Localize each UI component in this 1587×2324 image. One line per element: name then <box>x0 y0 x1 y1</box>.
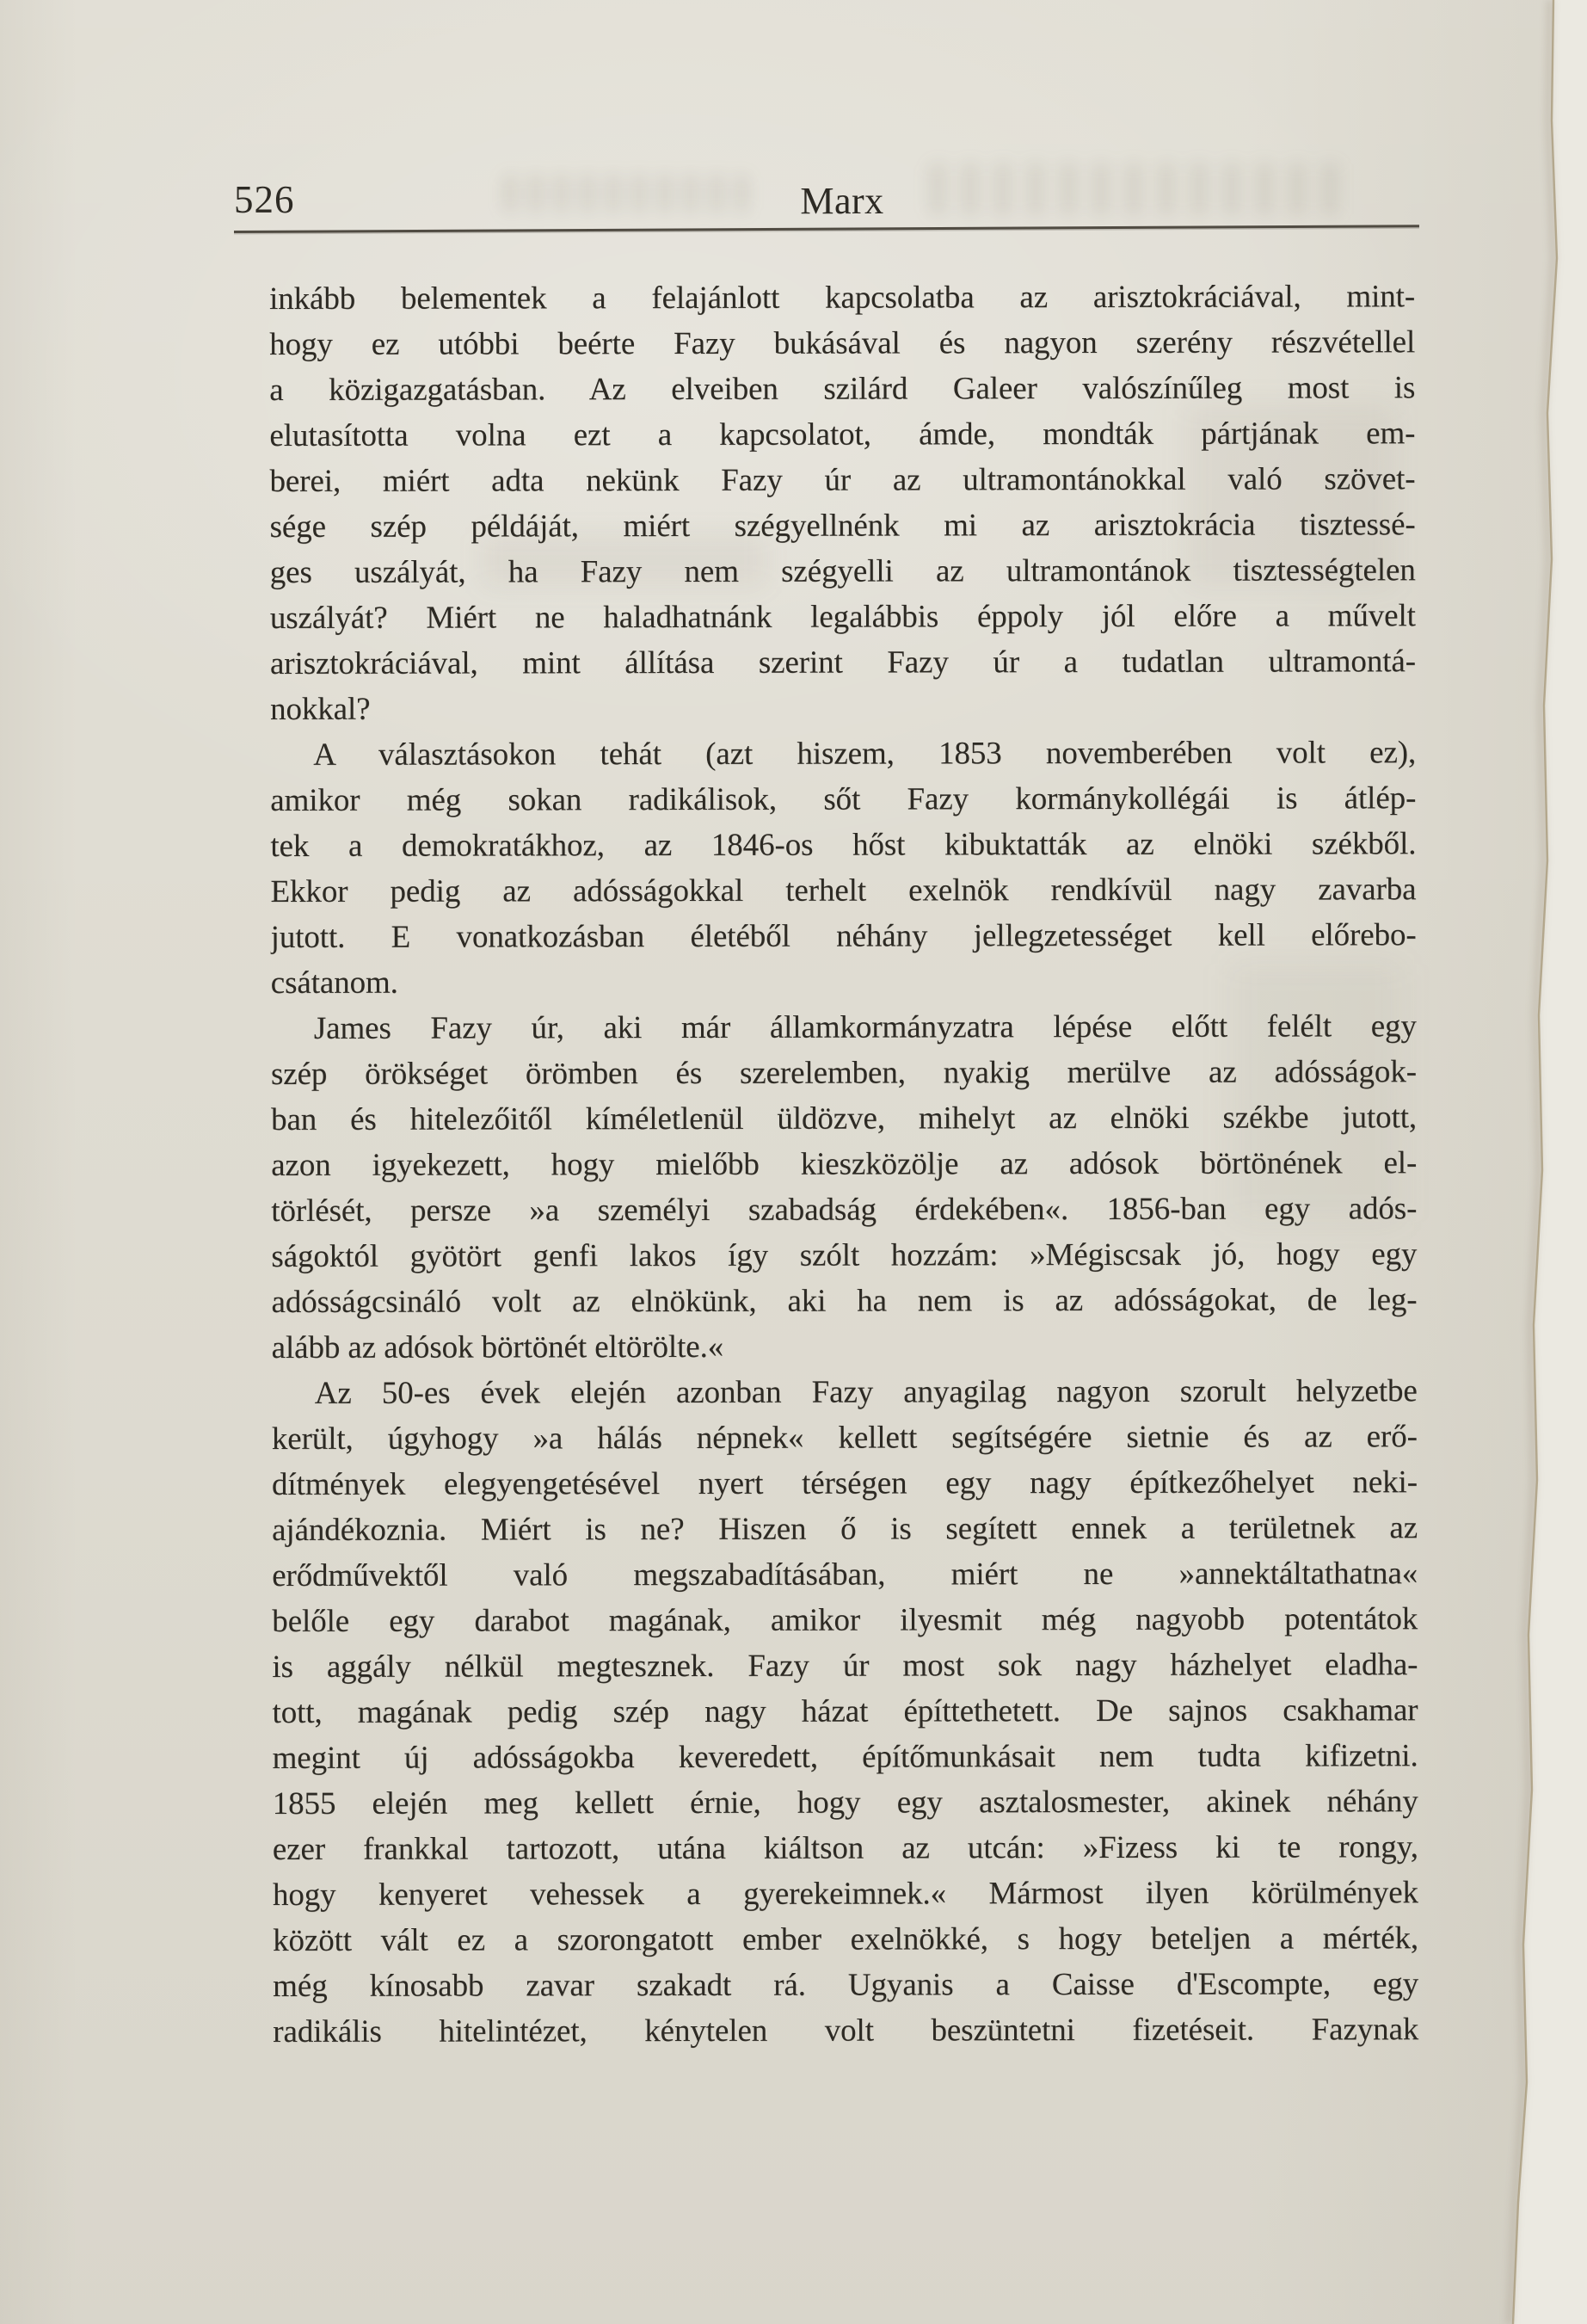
text-line: A választásokon tehát (azt hiszem, 1853 novemberében volt ez), <box>313 735 1417 773</box>
torn-page-edge <box>1484 0 1587 2324</box>
text-line: belőle egy darabot magának, amikor ilyesmit még nagyobb potentátok <box>272 1601 1418 1639</box>
text-line: került, úgyhogy »a hálás népnek« kellett segítségére sietnie és az erő- <box>271 1419 1418 1457</box>
text-line: ságoktól gyötört genfi lakos így szólt hozzám: »Mégiscsak jó, hogy egy <box>271 1236 1418 1274</box>
text-line: berei, miért adta nekünk Fazy úr az ultramontánokkal való szövet- <box>269 461 1416 499</box>
text-line: ges uszályát, ha Fazy nem szégyelli az ultramontánok tisztességtelen <box>269 552 1416 590</box>
text-line: radikális hitelintézet, kénytelen volt beszüntetni fizetéseit. Fazynak <box>273 2012 1419 2050</box>
header-rule <box>234 225 1419 232</box>
paragraph <box>270 730 1417 1006</box>
text-line: között vált ez a szorongatott ember exelnökké, s hogy beteljen a mérték, <box>273 1920 1419 1958</box>
text-line: sége szép példáját, miért szégyellnénk mi az arisztokrácia tisztessé- <box>269 507 1416 545</box>
text-line: tek a demokratákhoz, az 1846-os hőst kibuktatták az elnöki székből. <box>270 826 1417 864</box>
text-line: 1855 elején meg kellett érnie, hogy egy asztalosmester, akinek néhány <box>272 1784 1418 1822</box>
text-block <box>269 274 1418 2055</box>
text-line: Az 50-es évek elején azonban Fazy anyagilag nagyon szorult helyzetbe <box>314 1373 1418 1411</box>
text-line: dítmények elegyengetésével nyert térségen egy nagy építkezőhelyet neki- <box>271 1464 1418 1502</box>
paragraph <box>271 1003 1418 1371</box>
text-line: adósságcsináló volt az elnökünk, aki ha nem is az adósságokat, de leg- <box>271 1282 1418 1320</box>
text-line: törlését, persze »a személyi szabadság érdekében«. 1856-ban egy adós- <box>271 1191 1418 1229</box>
text-line: ban és hitelezőitől kíméletlenül üldözve, mihelyt az elnöki székbe jutott, <box>271 1100 1418 1137</box>
text-line: inkább belementek a felajánlott kapcsolatba az arisztokráciával, mint- <box>269 279 1416 317</box>
text-line: ajándékoznia. Miért is ne? Hiszen ő is segített ennek a területnek az <box>272 1510 1418 1548</box>
text-line: a közigazgatásban. Az elveiben szilárd Galeer valószínűleg most is <box>269 370 1416 408</box>
text-line: James Fazy úr, aki már államkormányzatra lépése előtt felélt egy <box>313 1008 1417 1046</box>
running-title: Marx <box>800 180 884 222</box>
text-line: megint új adósságokba keveredett, építőmunkásait nem tudta kifizetni. <box>272 1738 1418 1776</box>
text-line: jutott. E vonatkozásban életéből néhány jellegzetességet kell előrebo- <box>270 917 1417 955</box>
text-line: csátanom. <box>270 965 398 1001</box>
paragraph <box>269 274 1416 732</box>
text-line: Ekkor pedig az adósságokkal terhelt exelnök rendkívül nagy zavarba <box>270 872 1417 909</box>
page-number: 526 <box>234 178 295 221</box>
text-line: is aggály nélkül megtesznek. Fazy úr most sok nagy házhelyet eladha- <box>272 1647 1418 1685</box>
text-line: szép örökséget örömben és szerelemben, nyakig merülve az adósságok- <box>270 1054 1417 1092</box>
text-line: azon igyekezett, hogy mielőbb kieszközölje az adósok börtönének el- <box>271 1145 1418 1183</box>
text-line: elutasította volna ezt a kapcsolatot, ámde, mondták pártjának em- <box>269 416 1416 453</box>
text-line: arisztokráciával, mint állítása szerint Fazy úr a tudatlan ultramontá- <box>269 644 1416 681</box>
text-line: nokkal? <box>270 691 371 727</box>
text-line: hogy kenyeret vehessek a gyerekeimnek.« Mármost ilyen körülmények <box>272 1875 1418 1913</box>
text-line: még kínosabb zavar szakadt rá. Ugyanis a Caisse d'Escompte, egy <box>273 1966 1419 2004</box>
text-line: tott, magának pedig szép nagy házat építtethetett. De sajnos csakhamar <box>272 1692 1418 1730</box>
text-line: hogy ez utóbbi beérte Fazy bukásával és nagyon szerény részvétellel <box>269 324 1416 362</box>
text-line: ezer frankkal tartozott, utána kiáltson az utcán: »Fizess ki te rongy, <box>272 1829 1418 1867</box>
text-line: alább az adósok börtönét eltörölte.« <box>271 1328 724 1365</box>
paragraph <box>272 1368 1419 2055</box>
text-line: uszályát? Miért ne haladhatnánk legalábbis éppoly jól előre a művelt <box>269 598 1416 636</box>
text-line: erődművektől való megszabadításában, miért ne »annektáltathatna« <box>272 1556 1418 1594</box>
text-line: amikor még sokan radikálisok, sőt Fazy kormánykollégái is átlép- <box>270 780 1417 818</box>
